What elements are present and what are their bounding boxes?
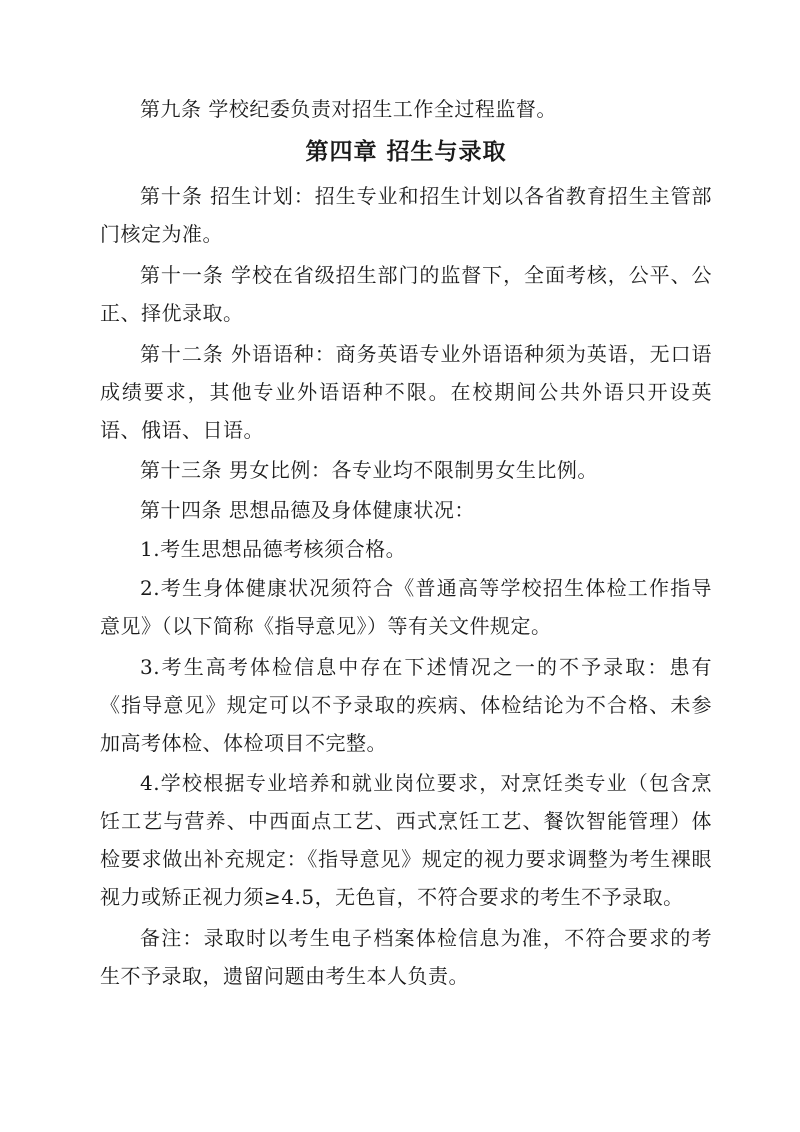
article-12: 第十二条 外语语种：商务英语专业外语语种须为英语，无口语成绩要求，其他专业外语语种不限。在校期间公共外语只开设英语、俄语、日语。 [100,342,712,442]
article-10: 第十条 招生计划：招生专业和招生计划以各省教育招生主管部门核定为准。 [100,184,712,246]
item-3: 3.考生高考体检信息中存在下述情况之一的不予录取：患有《指导意见》规定可以不予录取的疾病、体检结论为不合格、未参加高考体检、体检项目不完整。 [100,655,712,755]
chapter-title: 第四章 招生与录取 [305,139,507,165]
item-1: 1.考生思想品德考核须合格。 [140,537,407,561]
article-9: 第九条 学校纪委负责对招生工作全过程监督。 [140,97,557,121]
item-2: 2.考生身体健康状况须符合《普通高等学校招生体检工作指导意见》（以下简称《指导意见》）等有关文件规定。 [100,576,712,638]
item-4: 4.学校根据专业培养和就业岗位要求，对烹饪类专业（包含烹饪工艺与营养、中西面点工艺、西式烹饪工艺、餐饮智能管理）体检要求做出补充规定：《指导意见》规定的视力要求调整为考生裸眼视力或矫正视力须≥4.5，无色盲，不符合要求的考生不予录取。 [100,771,712,909]
article-14: 第十四条 思想品德及身体健康状况： [140,498,475,522]
article-13: 第十三条 男女比例：各专业均不限制男女生比例。 [140,458,598,482]
article-11: 第十一条 学校在省级招生部门的监督下，全面考核，公平、公正、择优录取。 [100,263,712,325]
note: 备注：录取时以考生电子档案体检信息为准，不符合要求的考生不予录取，遗留问题由考生本人负责。 [100,926,712,988]
